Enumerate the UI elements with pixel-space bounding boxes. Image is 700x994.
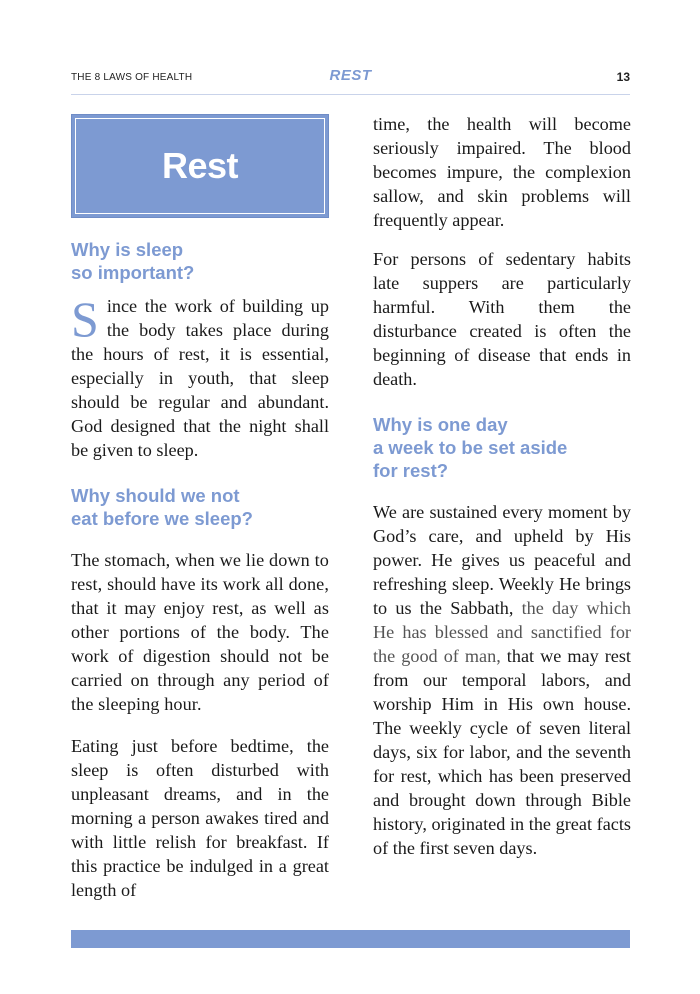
paragraph-sedentary: For persons of sedentary habits late suppers are particularly harmful. With them the disturbance created is often the beginning of disease that ends in death. (373, 249, 631, 389)
section-heading-sleep: Why is sleep so important? (71, 239, 195, 283)
drop-cap: S (71, 291, 99, 347)
paragraph-health: time, the health will become seriously impaired. The blood becomes impure, the complexion sallow, and skin problems will frequently appear. (373, 114, 631, 230)
title-box (71, 114, 329, 218)
section-heading-eat: Why should we not eat before we sleep? (71, 485, 253, 529)
chapter-title: REST (329, 67, 372, 84)
book-title: THE 8 LAWS OF HEALTH (71, 72, 193, 83)
section-heading-sabbath: Why is one day a week to be set aside for rest? (373, 414, 568, 481)
left-column (71, 114, 329, 902)
footer-bar (71, 930, 630, 948)
paragraph-sabbath: We are sustained every moment by God’s care, and upheld by His power. He gives us peaceful and refreshing sleep. Weekly He brings to us the Sabbath, the day which He has blessed and sanctified for the good of man, that we may rest from our temporal labors, and worship Him in His own house. The weekly cycle of seven literal days, six for labor, and the seventh for rest, which has been preserved and brought down through Bible history, originated in the great facts of the first seven days. (373, 502, 631, 858)
paragraph-bedtime: Eating just before bedtime, the sleep is often disturbed with unpleasant dreams, and in the morning a person awakes tired and with little relish for breakfast. If this practice be indulged in a great length of (71, 736, 329, 900)
right-column (373, 114, 631, 860)
paragraph-stomach: The stomach, when we lie down to rest, should have its work all done, that it may enjoy rest, as well as other portions of the body. The work of digestion should not be carried on through any period of the sleeping hour. (71, 550, 329, 714)
running-header (71, 66, 630, 95)
paragraph-sleep: Since the work of building up the body takes place during the hours of rest, it is essential, especially in youth, that sleep should be regular and abundant. God designed that the night shall be given to sleep. (71, 291, 329, 460)
page-number: 13 (616, 70, 630, 84)
page-title: Rest (161, 145, 239, 186)
